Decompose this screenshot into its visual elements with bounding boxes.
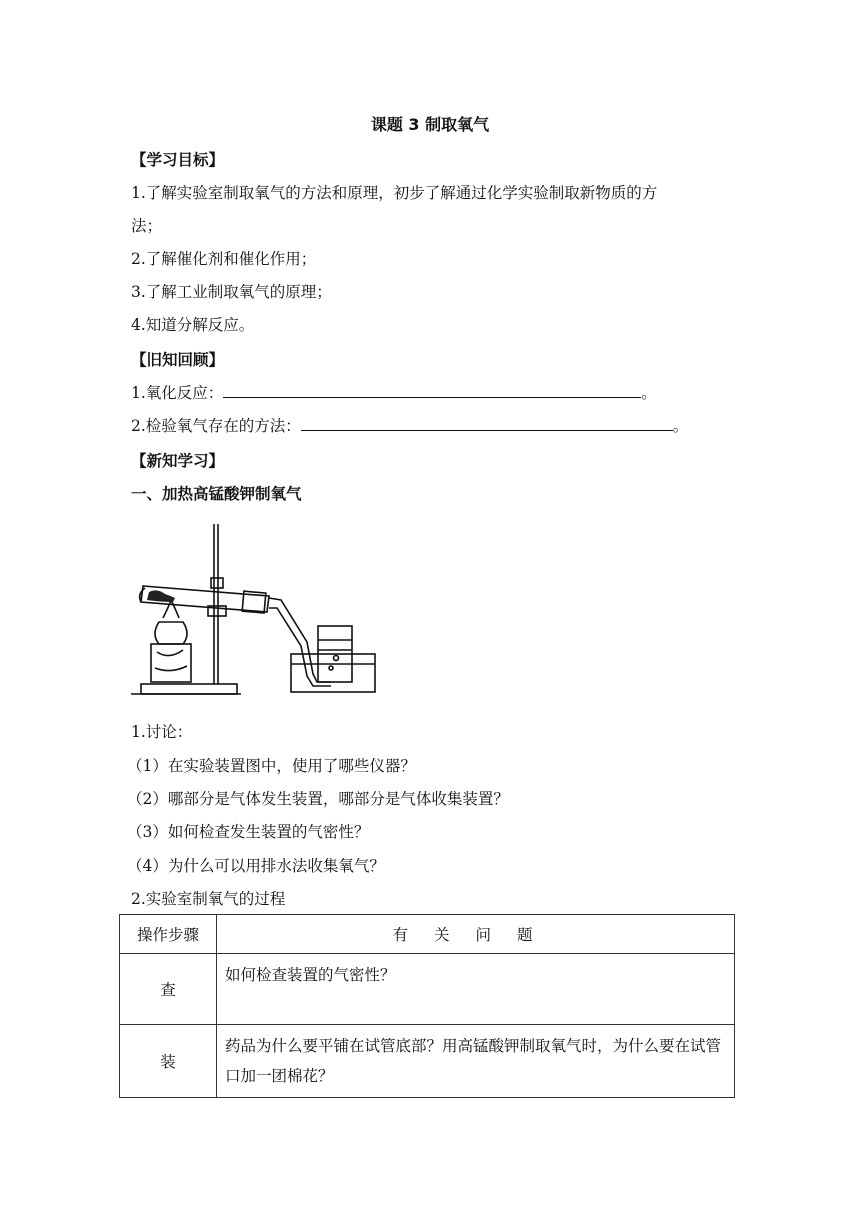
discussion-item: （2）哪部分是气体发生装置，哪部分是气体收集装置？ [127,790,509,808]
column-header-question: 有关问题 [217,915,735,954]
review-heading: 【旧知回顾】 [131,351,225,369]
lab-apparatus-illustration [131,522,381,702]
table-row [120,954,735,1025]
column-header-step: 操作步骤 [120,915,217,954]
table-header-row [120,915,735,954]
page-title: 课题 3 制取氧气 [370,115,490,134]
step-cell: 查 [120,954,217,1025]
table-row [120,1025,735,1098]
process-table [119,914,735,1098]
discussion-item: （3）如何检查发生装置的气密性？ [127,823,370,841]
question-cell: 药品为什么要平铺在试管底部？用高锰酸钾制取氧气时，为什么要在试管口加一团棉花？ [217,1025,735,1098]
new-learning-heading: 【新知学习】 [131,452,225,470]
discussion-item: （4）为什么可以用排水法收集氧气？ [127,857,385,875]
objective-item: 法； [131,217,163,235]
review-question-2 [131,416,688,436]
review-q2-label: 2.检验氧气存在的方法： [131,417,301,435]
answer-blank[interactable] [301,416,673,431]
discussion-title: 1.讨论： [131,723,193,741]
discussion-item: （1）在实验装置图中，使用了哪些仪器？ [127,757,416,775]
section-heading: 一、加热高锰酸钾制氧气 [131,485,302,503]
end-mark: 。 [672,417,689,435]
objective-item: 3.了解工业制取氧气的原理； [131,283,332,301]
answer-blank[interactable] [223,383,641,398]
objectives-heading: 【学习目标】 [131,151,225,169]
objective-item: 4.知道分解反应。 [131,316,255,334]
question-cell: 如何检查装置的气密性？ [217,954,735,1025]
review-q1-label: 1.氧化反应： [131,384,224,402]
process-title: 2.实验室制氧气的过程 [131,890,286,908]
objective-item: 1.了解实验室制取氧气的方法和原理，初步了解通过化学实验制取新物质的方 [131,184,658,202]
end-mark: 。 [641,384,657,402]
step-cell: 装 [120,1025,217,1098]
review-question-1 [131,383,657,403]
objective-item: 2.了解催化剂和催化作用； [131,250,317,268]
